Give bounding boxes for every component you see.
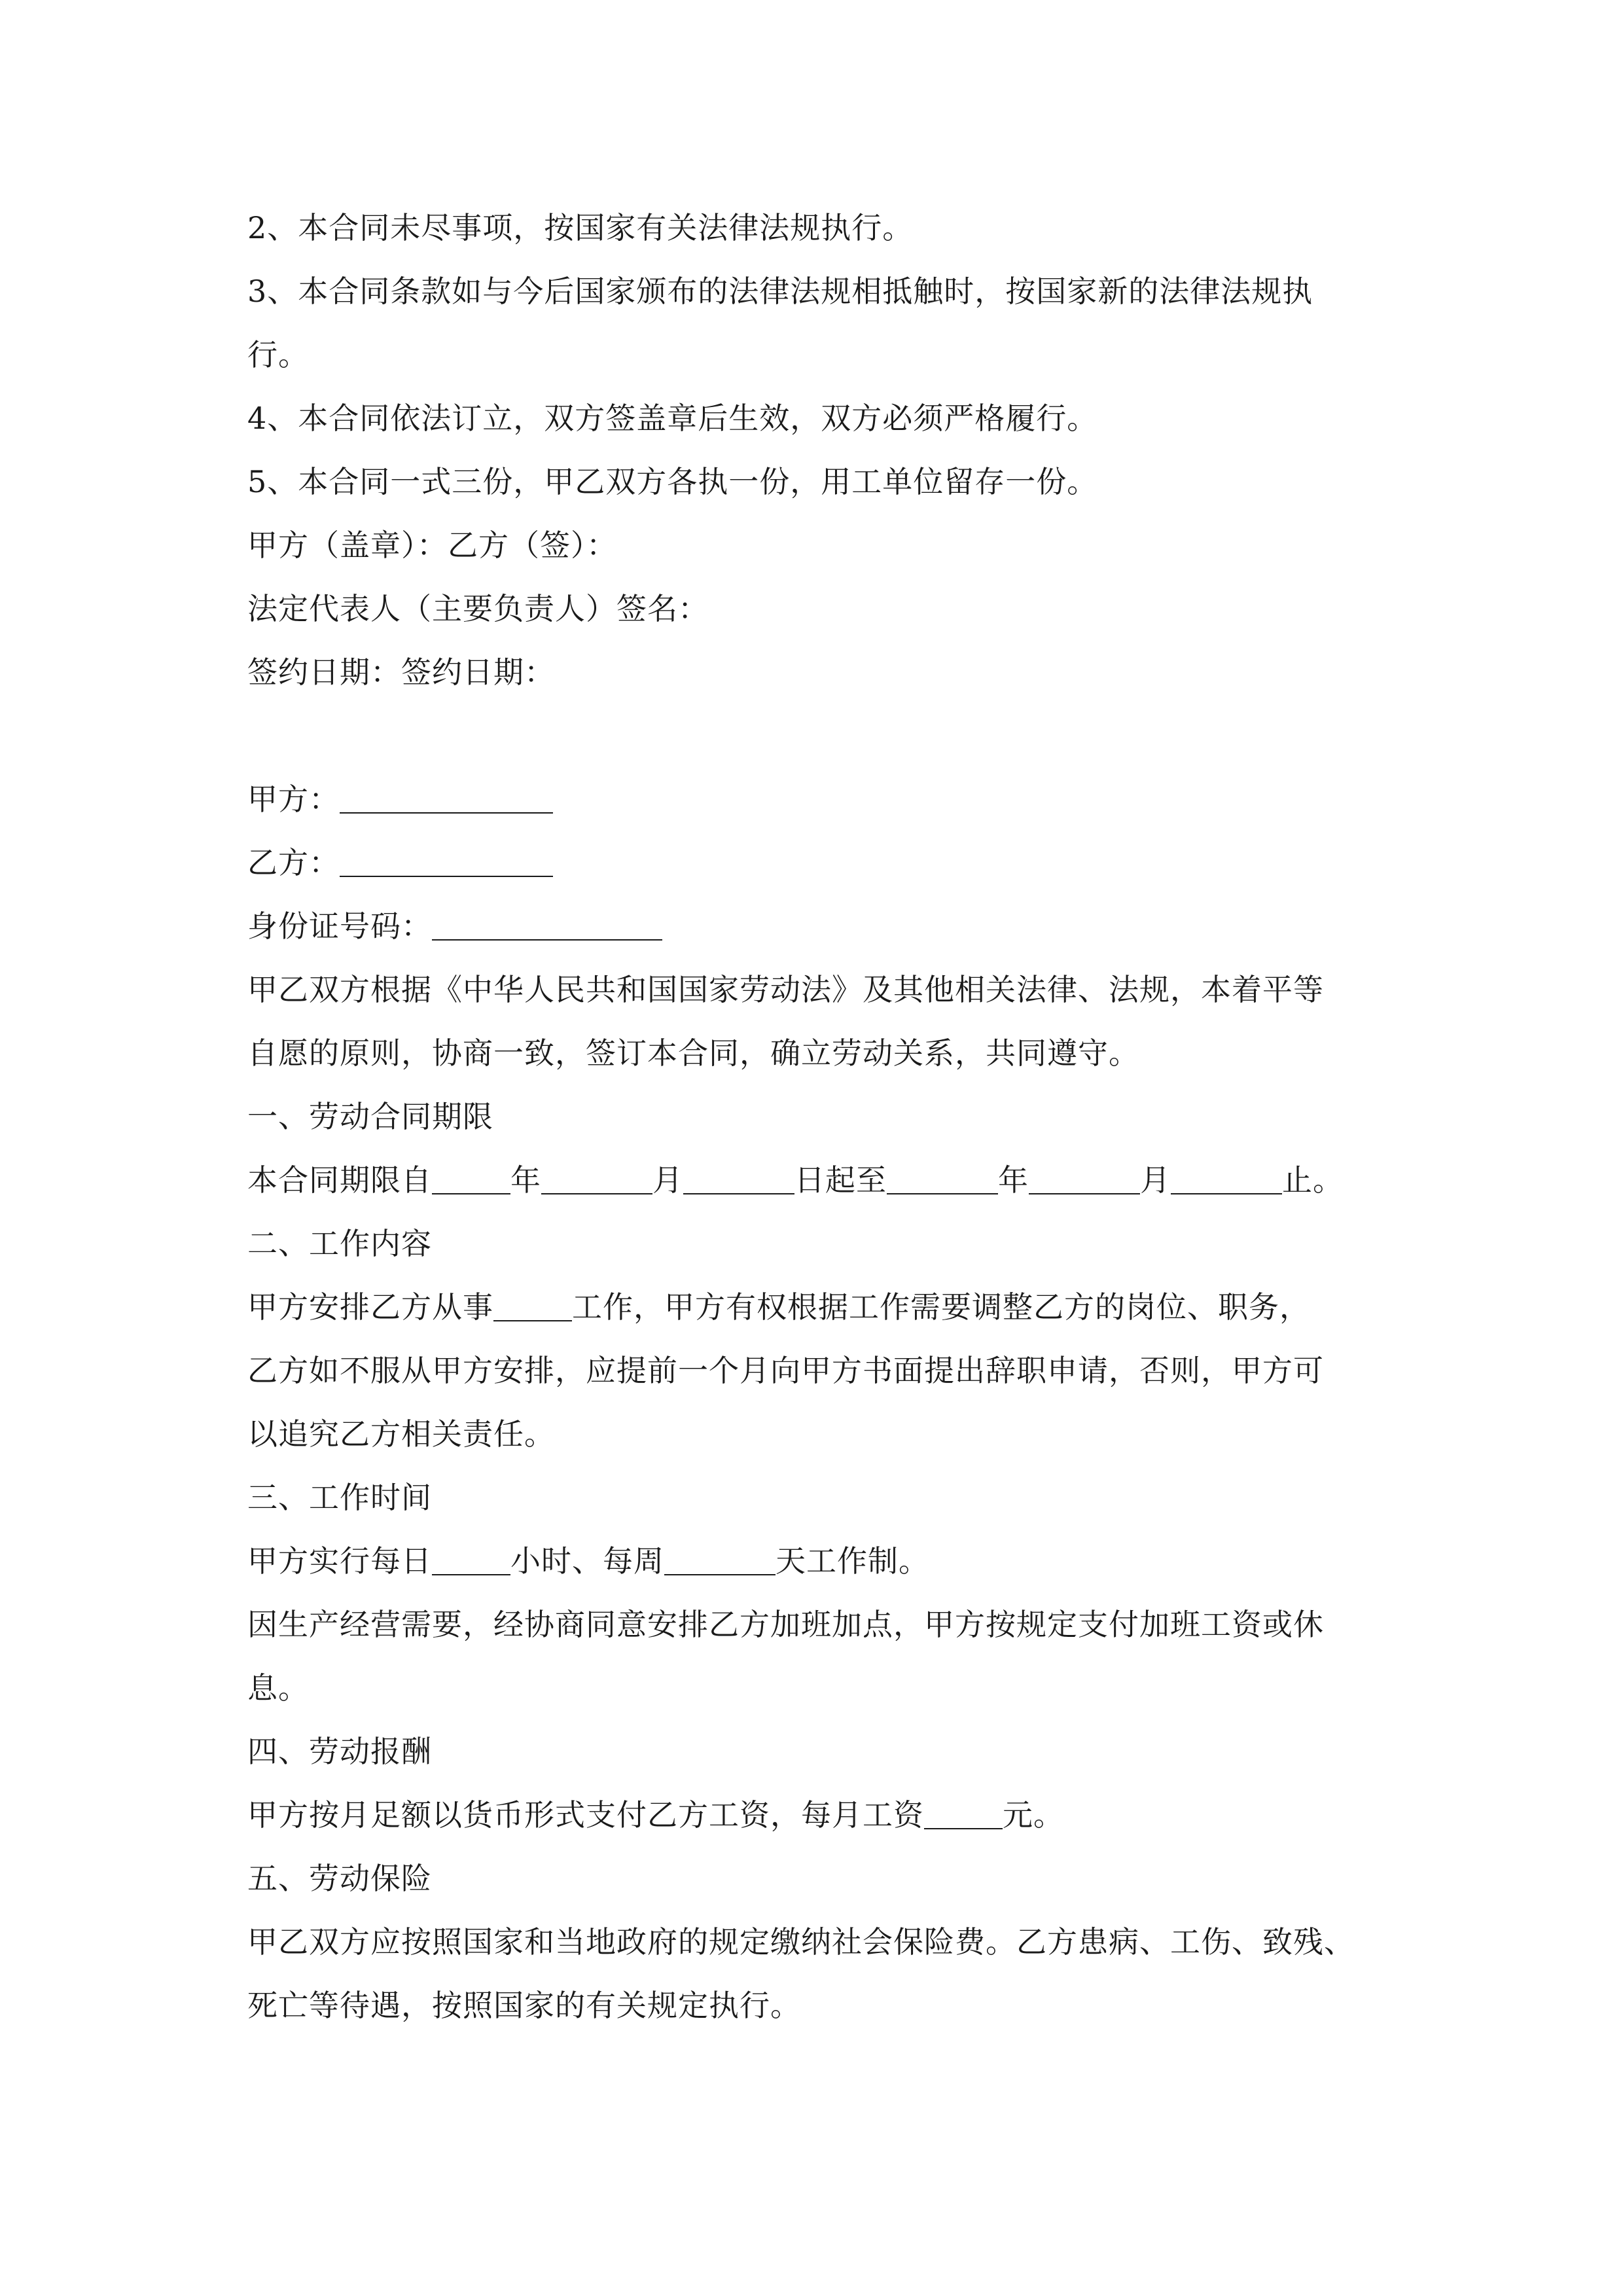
section1-term-line (247, 1149, 1380, 1212)
term-3: 3、本合同条款如与今后国家颁布的法律法规相抵触时，按国家新的法律法规执 (247, 274, 1313, 309)
section1-title: 一、劳动合同期限 (247, 1099, 493, 1134)
section2-line-3: 以追究乙方相关责任。 (247, 1416, 555, 1452)
daily-hours-label: 甲方实行每日 (247, 1543, 432, 1579)
salary-blank[interactable] (924, 1798, 1003, 1829)
job-label: 甲方安排乙方从事 (247, 1289, 493, 1325)
end-year-blank[interactable] (887, 1163, 998, 1194)
section3-line-2: 因生产经营需要，经协商同意安排乙方加班加点，甲方按规定支付加班工资或休 (247, 1607, 1324, 1642)
section2-title: 二、工作内容 (247, 1226, 432, 1261)
term-3-continued: 行。 (247, 337, 309, 372)
term-5: 5、本合同一式三份，甲乙双方各执一份，用工单位留存一份。 (247, 464, 1098, 499)
term-4: 4、本合同依法订立，双方签盖章后生效，双方必须严格履行。 (247, 401, 1098, 436)
section2-line-1 (247, 1276, 1380, 1339)
section3-line-1 (247, 1530, 1380, 1593)
term-2: 2、本合同未尽事项，按国家有关法律法规执行。 (247, 210, 914, 245)
party-b-blank[interactable] (340, 846, 553, 877)
daily-hours-blank[interactable] (432, 1544, 510, 1575)
id-number-blank[interactable] (432, 909, 662, 941)
salary-unit: 元。 (1003, 1797, 1064, 1833)
end-year-unit: 年 (998, 1162, 1029, 1198)
start-month-unit: 月 (652, 1162, 683, 1198)
workweek-text: 天工作制。 (776, 1543, 929, 1579)
party-b-field (247, 831, 1380, 895)
term-start-label: 本合同期限自 (247, 1162, 432, 1198)
end-month-unit: 月 (1140, 1162, 1171, 1198)
end-day-blank[interactable] (1171, 1163, 1282, 1194)
section4-line-1 (247, 1784, 1380, 1847)
start-year-unit: 年 (510, 1162, 541, 1198)
end-month-blank[interactable] (1029, 1163, 1140, 1194)
party-b-label: 乙方： (247, 845, 340, 880)
section5-title: 五、劳动保险 (247, 1861, 432, 1896)
document-body (247, 196, 1380, 2037)
id-number-field (247, 895, 1380, 958)
start-year-blank[interactable] (432, 1163, 510, 1194)
section5-line-2: 死亡等待遇，按照国家的有关规定执行。 (247, 1988, 801, 2023)
party-a-blank[interactable] (340, 782, 553, 814)
section2-line-2: 乙方如不服从甲方安排，应提前一个月向甲方书面提出辞职申请，否则，甲方可 (247, 1353, 1324, 1388)
start-day-blank[interactable] (683, 1163, 794, 1194)
weekly-days-blank[interactable] (664, 1544, 776, 1575)
job-blank[interactable] (493, 1290, 572, 1321)
section-gap (247, 704, 1380, 768)
weekly-days-label: 小时、每周 (510, 1543, 664, 1579)
term-end-label: 止。 (1282, 1162, 1344, 1198)
salary-label: 甲方按月足额以货币形式支付乙方工资，每月工资 (247, 1797, 924, 1833)
section3-line-3: 息。 (247, 1670, 309, 1706)
start-month-blank[interactable] (541, 1163, 652, 1194)
preamble-line-1: 甲乙双方根据《中华人民共和国国家劳动法》及其他相关法律、法规，本着平等 (247, 972, 1324, 1007)
preamble-line-2: 自愿的原则，协商一致，签订本合同，确立劳动关系，共同遵守。 (247, 1035, 1139, 1071)
id-number-label: 身份证号码： (247, 908, 432, 944)
party-a-label: 甲方： (247, 781, 340, 817)
party-a-field (247, 768, 1380, 831)
start-day-unit: 日起至 (794, 1162, 887, 1198)
section4-title: 四、劳动报酬 (247, 1734, 432, 1769)
signature-representative: 法定代表人（主要负责人）签名： (247, 591, 709, 626)
signature-dates: 签约日期：签约日期： (247, 655, 555, 690)
section3-title: 三、工作时间 (247, 1480, 432, 1515)
signature-parties: 甲方（盖章）：乙方（签）： (247, 528, 617, 563)
section5-line-1: 甲乙双方应按照国家和当地政府的规定缴纳社会保险费。乙方患病、工伤、致残、 (247, 1924, 1355, 1960)
job-text: 工作，甲方有权根据工作需要调整乙方的岗位、职务， (572, 1289, 1310, 1325)
